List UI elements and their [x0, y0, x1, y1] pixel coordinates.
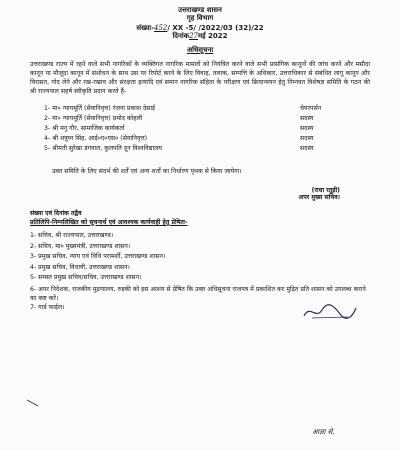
committee-member [44, 104, 370, 114]
signature-scribble [300, 302, 360, 322]
member-role: सदस्य [300, 145, 314, 152]
date-handwritten: 27 [189, 32, 198, 40]
member-name: 3- श्री मनु गौर, सामाजिक कार्यकर्ता [44, 125, 125, 132]
government-name: उत्तराखण्ड शासन [178, 6, 222, 14]
department-name: गृह विभाग [186, 14, 214, 22]
committee-member [44, 144, 370, 154]
recipient-list [30, 231, 370, 313]
date-prefix: दिनांक [172, 32, 190, 40]
member-name: 2- मा० न्यायमूर्ति (सेवानिवृत्त) प्रमोद कोहली [44, 115, 143, 122]
recipient-item: 3- प्रमुख सचिव, न्याय एवं विधि परामर्शी, उत्तराखण्ड शासन। [30, 253, 166, 260]
recipient-item: 5- समस्त प्रमुख सचिव/सचिव, उत्तराखण्ड शासन। [30, 274, 142, 281]
committee-member [44, 134, 370, 144]
reference-block [0, 22, 400, 40]
recipient-item: 7- गार्ड फाईल। [30, 303, 65, 311]
member-name: 5- श्रीमती सुरेखा डंगवाल, कुलपति दून विश्वविद्यालय [44, 145, 162, 152]
recipient-item: 2- सचिव, मा० मुख्यमंत्री, उत्तराखण्ड शासन। [30, 242, 131, 250]
recipient-item: 4- प्रमुख सचिव, विधायी, उत्तराखण्ड शासन। [30, 263, 130, 271]
reference-date [0, 32, 400, 40]
order-signoff: आज्ञा से, [312, 428, 335, 436]
recipient-item: 1- सचिव, श्री राज्यपाल, उत्तराखण्ड। [30, 232, 114, 239]
member-role: सदस्य [300, 115, 314, 122]
member-role: सदस्य [300, 135, 314, 142]
member-name: 4- श्री शत्रुघ्न सिंह, आई०ए०एस० (सेवानिवृत्त) [44, 135, 148, 142]
closing-statement: उक्त समिति के लिए संदर्भ की शर्तें एवं अन्य शर्तों का निर्धारण पृथक से किया जायेगा। [52, 168, 242, 175]
recipient-item: 6- अपर निदेशक, राजकीय मुद्रणालय, रुड़की को इस आशय से प्रेषित कि उक्त अधिसूचना राजपत्र में प्रकाशित कर मुद्रित प्रति शासन को उपलब्ध कराने का कष्ट करें। [30, 285, 366, 302]
letterhead [0, 0, 400, 22]
date-suffix: मई 2022 [197, 32, 228, 40]
reference-number-suffix: / XX -5/ /2022/03 (32)/22 [167, 24, 264, 32]
signature-block [0, 187, 340, 201]
member-role: चेयरपर्सन [300, 105, 322, 112]
reference-number-handwritten: 452 [154, 24, 168, 32]
copy-section [30, 209, 370, 227]
pen-mark [26, 398, 40, 408]
signatory-name: (राधा रतूड़ी) [311, 187, 340, 194]
copy-section-subheading: प्रतिलिपि-निम्नलिखित को सूचनार्थ एवं आवश्यक कार्यवाही हेतु प्रेषितः- [30, 219, 188, 226]
notice-paragraph: उत्तराखण्ड राज्य में रहने वाले सभी नागरिकों के व्यक्तिगत नागरिक मामलों को नियंत्रित करने वाले सभी प्रासंगिक कानूनों की जांच करने और मसौदा कानून या मौजूदा कानून में संशोधन के साथ उस पर रिपोर्ट करने के लिए विवाह, तलाक, सम्पत्ति के अधिकार, उत्तराधिकार से संबंधित लागू कानून और विरासत, गोद लेने और रख-रखाव और संरक्षता इत्यादि एवं समान नागरिक संहिता के परीक्षण एवं क्रियान्वयन हेतु निम्नवत विशेषज्ञ समिति के गठन की श्री राज्यपाल सहर्ष स्वीकृति प्रदान करते हैं- [30, 61, 370, 95]
copy-section-heading: संख्या एवं दिनांक तद्वैव [30, 210, 82, 217]
reference-number [0, 24, 400, 32]
reference-number-prefix: संख्या- [136, 24, 154, 32]
committee-member [44, 124, 370, 134]
notice-title: अधिसूचना [186, 46, 214, 54]
committee-list [44, 104, 370, 154]
member-name: 1- मा० न्यायमूर्ति (सेवानिवृत्त) रंजना प्रकाश देसाई [44, 105, 156, 112]
committee-member [44, 114, 370, 124]
signatory-designation: अपर मुख्य सचिव। [298, 194, 340, 201]
member-role: सदस्य [300, 125, 314, 132]
